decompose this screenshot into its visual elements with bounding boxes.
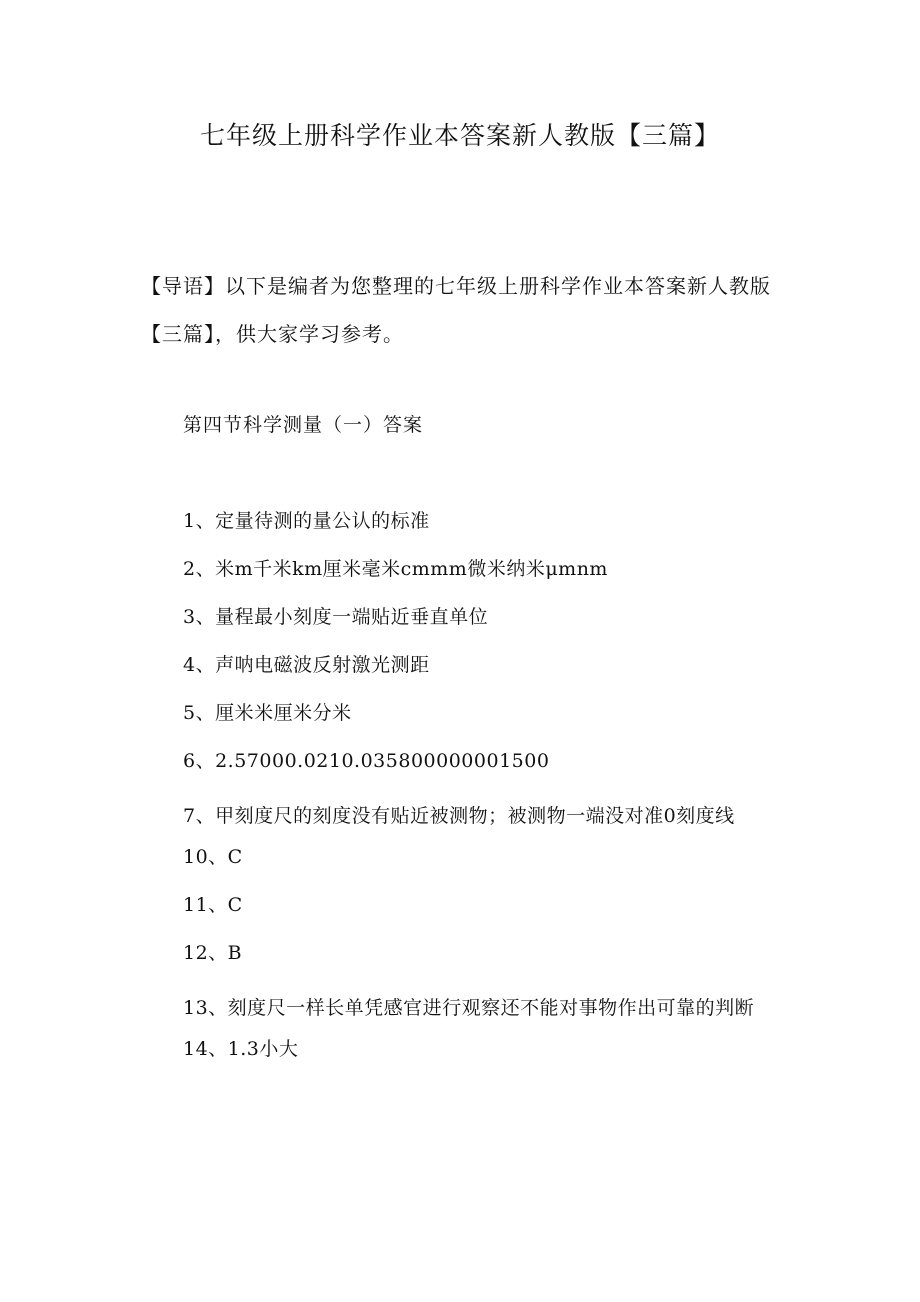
answer-item-12: 12、B <box>183 942 243 964</box>
answer-item-10: 10、C <box>183 846 243 868</box>
answer-item-5: 5、厘米米厘米分米 <box>183 702 352 724</box>
answer-item-2: 2、米m千米km厘米毫米cmmm微米纳米μmnm <box>183 558 608 580</box>
intro-paragraph: 【导语】以下是编者为您整理的七年级上册科学作业本答案新人教版【三篇】，供大家学习参考。 <box>141 274 771 346</box>
document-title: 七年级上册科学作业本答案新人教版【三篇】 <box>199 121 720 150</box>
answer-item-13: 13、刻度尺一样长单凭感官进行观察还不能对事物作出可靠的判断 <box>183 997 755 1019</box>
answer-item-4: 4、声呐电磁波反射激光测距 <box>183 654 430 676</box>
answer-item-1: 1、定量待测的量公认的标准 <box>183 510 430 532</box>
answer-item-3: 3、量程最小刻度一端贴近垂直单位 <box>183 606 489 628</box>
answer-item-6: 6、2.57000.0210.035800000001500 <box>183 750 550 772</box>
answer-item-11: 11、C <box>183 894 243 916</box>
answer-item-7: 7、甲刻度尺的刻度没有贴近被测物；被测物一端没对准0刻度线 <box>183 805 735 827</box>
answer-item-14: 14、1.3小大 <box>183 1038 299 1060</box>
answer-list <box>141 504 781 1080</box>
section-heading: 第四节科学测量（一）答案 <box>183 414 424 436</box>
